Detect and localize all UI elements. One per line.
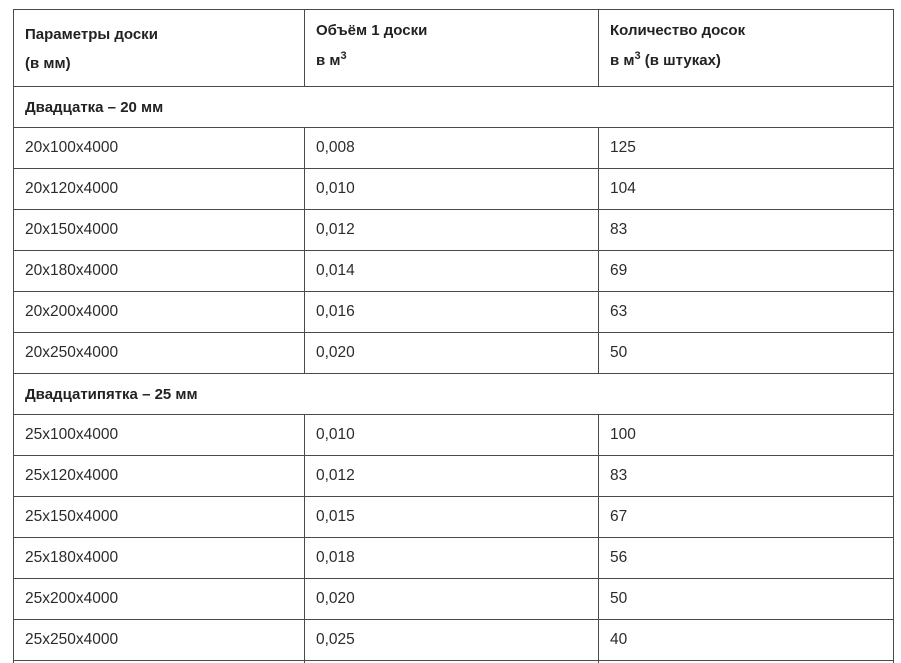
table-row (14, 497, 894, 538)
cell-board-volume: 0,010 (305, 169, 599, 210)
cell-board-volume: 0,020 (305, 579, 599, 620)
board-volume-table (13, 9, 894, 663)
cell-board-volume: 0,014 (305, 251, 599, 292)
header-board-count-tail: (в штуках) (641, 52, 721, 69)
cell-board-volume: 0,010 (305, 415, 599, 456)
group-title: Двадцатипятка – 25 мм (14, 374, 894, 415)
cell-board-count: 125 (599, 128, 894, 169)
header-board-params-line1: Параметры доски (25, 10, 304, 42)
header-board-volume (305, 10, 599, 87)
cell-board-size: 20х200х4000 (14, 292, 305, 333)
cell-board-size: 20х250х4000 (14, 333, 305, 374)
cell-board-volume: 0,015 (305, 497, 599, 538)
header-board-count-sup: 3 (635, 50, 641, 62)
cell-board-volume: 0,018 (305, 538, 599, 579)
table-body (14, 10, 894, 663)
cell-board-size: 25х100х4000 (14, 415, 305, 456)
table-row (14, 538, 894, 579)
header-board-params (14, 10, 305, 87)
header-board-count-unit: в м (610, 52, 635, 69)
cell-board-size: 20х150х4000 (14, 210, 305, 251)
table-row (14, 292, 894, 333)
cell-board-size: 20х100х4000 (14, 128, 305, 169)
group-row (14, 87, 894, 128)
cell-board-count: 100 (599, 415, 894, 456)
cell-board-count: 83 (599, 210, 894, 251)
cell-board-size: 25х120х4000 (14, 456, 305, 497)
group-title: Двадцатка – 20 мм (14, 87, 894, 128)
cell-board-count: 56 (599, 538, 894, 579)
cell-board-size: 25х250х4000 (14, 620, 305, 661)
table-row (14, 456, 894, 497)
cell-board-count: 67 (599, 497, 894, 538)
group-row (14, 374, 894, 415)
header-board-volume-sup: 3 (341, 50, 347, 62)
table-row (14, 579, 894, 620)
header-board-volume-line1: Объём 1 доски (316, 10, 598, 38)
cell-board-volume: 0,016 (305, 292, 599, 333)
header-board-count (599, 10, 894, 87)
cell-board-volume: 0,012 (305, 210, 599, 251)
cell-board-size: 20х180х4000 (14, 251, 305, 292)
table-row (14, 128, 894, 169)
cell-board-size: 25х200х4000 (14, 579, 305, 620)
table-row (14, 620, 894, 661)
cell-board-size: 25х180х4000 (14, 538, 305, 579)
cell-board-count: 69 (599, 251, 894, 292)
cell-board-volume: 0,008 (305, 128, 599, 169)
cell-board-count: 40 (599, 620, 894, 661)
header-board-volume-unit: в м (316, 52, 341, 69)
cell-board-count: 83 (599, 456, 894, 497)
cell-board-size: 25х150х4000 (14, 497, 305, 538)
cell-board-count: 50 (599, 333, 894, 374)
table-row (14, 210, 894, 251)
cell-board-count: 104 (599, 169, 894, 210)
header-row (14, 10, 894, 87)
header-board-count-line1: Количество досок (610, 10, 893, 38)
cell-board-count: 50 (599, 579, 894, 620)
header-board-volume-line2 (316, 38, 598, 68)
header-board-count-line2 (610, 38, 893, 68)
cell-board-count: 63 (599, 292, 894, 333)
table-row (14, 333, 894, 374)
cell-board-volume: 0,012 (305, 456, 599, 497)
cell-board-size: 20х120х4000 (14, 169, 305, 210)
cell-board-volume: 0,020 (305, 333, 599, 374)
cell-board-volume: 0,025 (305, 620, 599, 661)
table-row (14, 251, 894, 292)
table-row (14, 415, 894, 456)
header-board-params-line2: (в мм) (25, 42, 304, 71)
table-row (14, 169, 894, 210)
